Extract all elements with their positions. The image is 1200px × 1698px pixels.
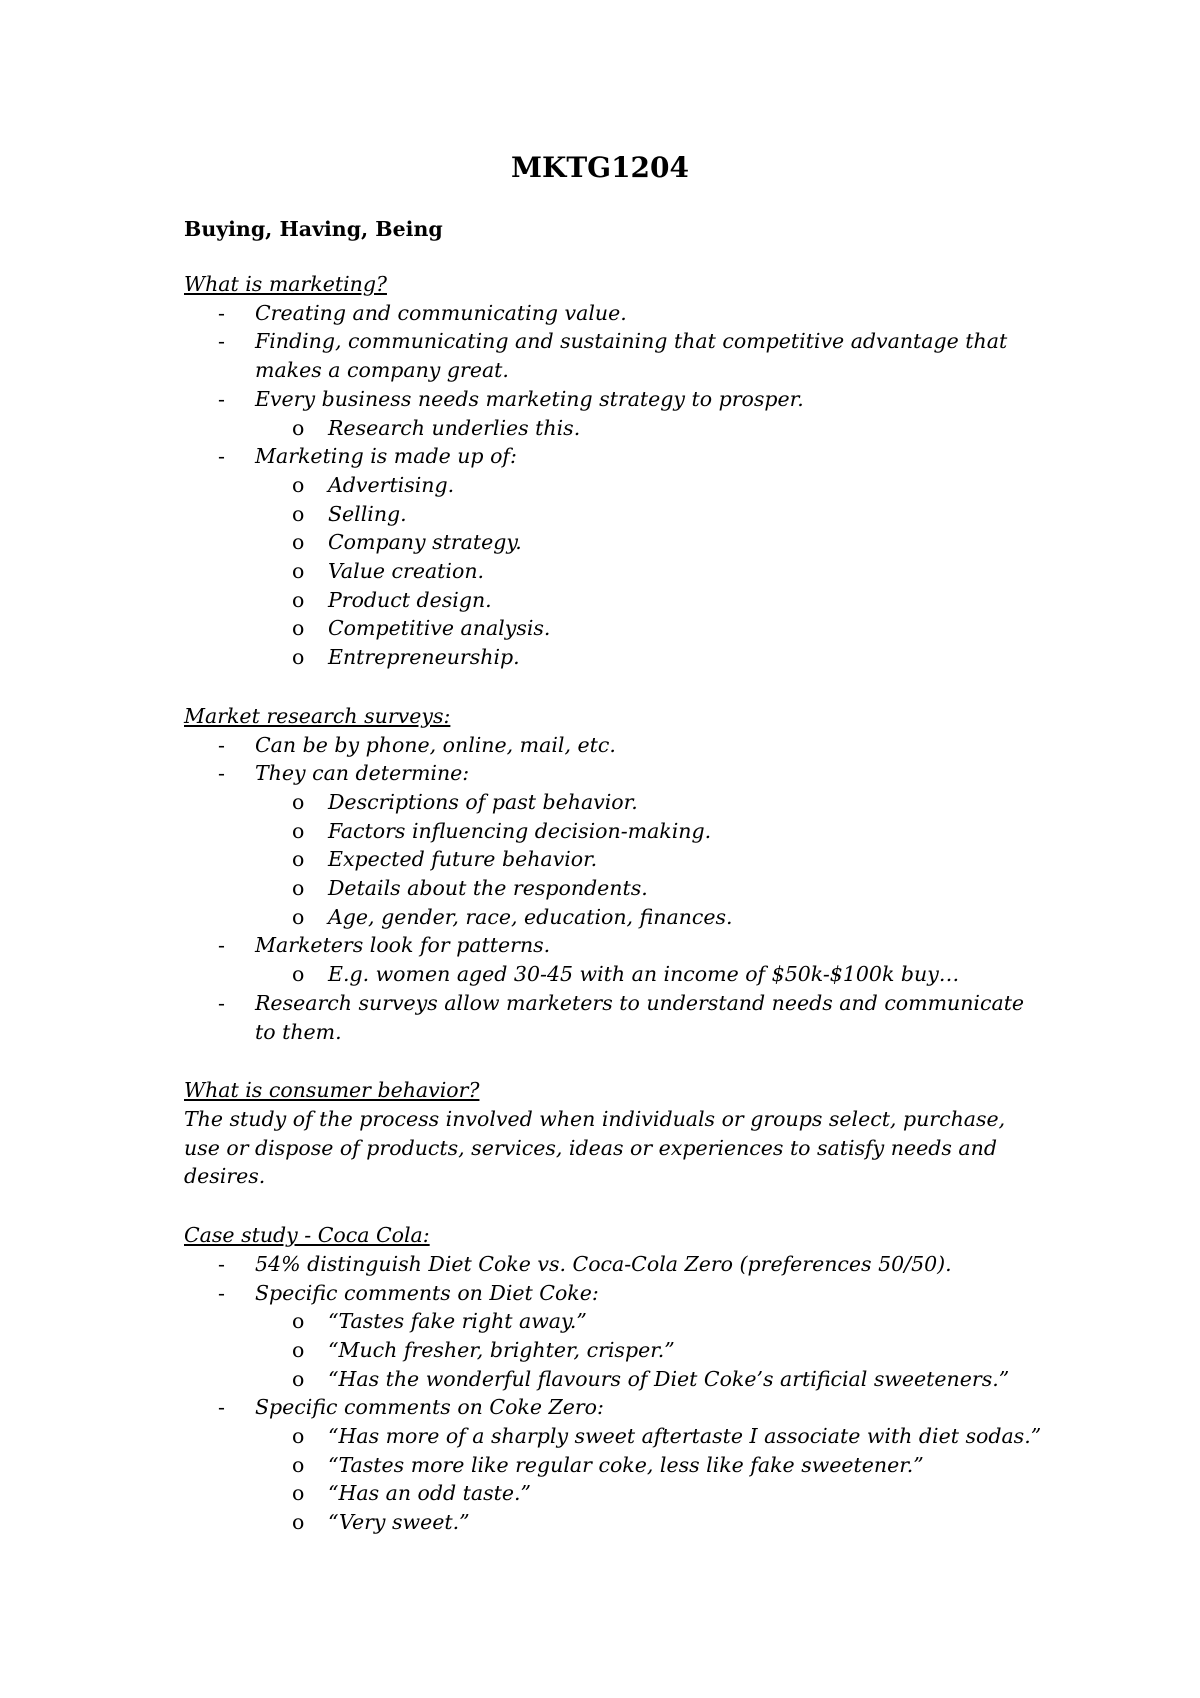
section-2 xyxy=(184,1076,1044,1191)
document-body xyxy=(184,212,1044,1567)
sub-bullet-item: o Advertising. xyxy=(184,471,1044,500)
sub-bullet-item: o Details about the respondents. xyxy=(184,874,1044,903)
section-3 xyxy=(184,1221,1044,1537)
section-paragraph: The study of the process involved when individuals or groups select, purchase, use or dispose of products, services, ideas or experiences to satisfy needs and desires. xyxy=(184,1106,1006,1189)
sub-bullet-item: o Entrepreneurship. xyxy=(184,643,1044,672)
section-heading: Case study - Coca Cola: xyxy=(184,1223,430,1248)
section-heading: What is marketing? xyxy=(184,272,387,296)
bullet-list xyxy=(184,1250,1044,1537)
sub-bullet-item: o Research underlies this. xyxy=(184,414,1044,443)
bullet-item: - 54% distinguish Diet Coke vs. Coca-Cola Zero (preferences 50/50). xyxy=(184,1250,1044,1279)
sub-bullet-item: o “Has more of a sharply sweet aftertaste I associate with diet sodas.” xyxy=(184,1422,1044,1451)
section-heading: What is consumer behavior? xyxy=(184,1078,480,1103)
bullet-item: - They can determine: xyxy=(184,759,1044,788)
section-1 xyxy=(184,702,1044,1046)
bullet-item: - Can be by phone, online, mail, etc. xyxy=(184,731,1044,760)
sub-bullet-item: o “Much fresher, brighter, crisper.” xyxy=(184,1336,1044,1365)
sub-bullet-item: o “Tastes fake right away.” xyxy=(184,1307,1044,1336)
bullet-list xyxy=(184,731,1044,1047)
sub-bullet-item: o Factors influencing decision-making. xyxy=(184,817,1044,846)
bullet-list xyxy=(184,299,1044,672)
sub-bullet-item: o E.g. women aged 30-45 with an income of $50k-$100k buy… xyxy=(184,960,1044,989)
sub-bullet-item: o “Has an odd taste.” xyxy=(184,1479,1044,1508)
bullet-item: - Finding, communicating and sustaining that competitive advantage that makes a company great. xyxy=(184,327,1044,384)
sub-bullet-item: o Product design. xyxy=(184,586,1044,615)
bullet-item: - Every business needs marketing strategy to prosper. xyxy=(184,385,1044,414)
sub-bullet-item: o “Very sweet.” xyxy=(184,1508,1044,1537)
sub-bullet-item: o Company strategy. xyxy=(184,528,1044,557)
sub-bullet-item: o Selling. xyxy=(184,500,1044,529)
bullet-item: - Marketing is made up of: xyxy=(184,442,1044,471)
sub-bullet-item: o “Has the wonderful flavours of Diet Coke’s artificial sweeteners.” xyxy=(184,1365,1044,1394)
section-heading: Market research surveys: xyxy=(184,703,451,728)
sub-bullet-item: o Descriptions of past behavior. xyxy=(184,788,1044,817)
bullet-item: - Specific comments on Diet Coke: xyxy=(184,1279,1044,1308)
sub-bullet-item: o Value creation. xyxy=(184,557,1044,586)
document-subtitle: Buying, Having, Being xyxy=(184,217,443,241)
sub-bullet-item: o Competitive analysis. xyxy=(184,614,1044,643)
bullet-item: - Research surveys allow marketers to understand needs and communicate to them. xyxy=(184,989,1044,1046)
bullet-item: - Creating and communicating value. xyxy=(184,299,1044,328)
sub-bullet-item: o Age, gender, race, education, finances. xyxy=(184,903,1044,932)
document-title: MKTG1204 xyxy=(510,151,689,184)
bullet-item: - Marketers look for patterns. xyxy=(184,931,1044,960)
sub-bullet-item: o Expected future behavior. xyxy=(184,845,1044,874)
bullet-item: - Specific comments on Coke Zero: xyxy=(184,1393,1044,1422)
sub-bullet-item: o “Tastes more like regular coke, less like fake sweetener.” xyxy=(184,1451,1044,1480)
section-0 xyxy=(184,270,1044,672)
